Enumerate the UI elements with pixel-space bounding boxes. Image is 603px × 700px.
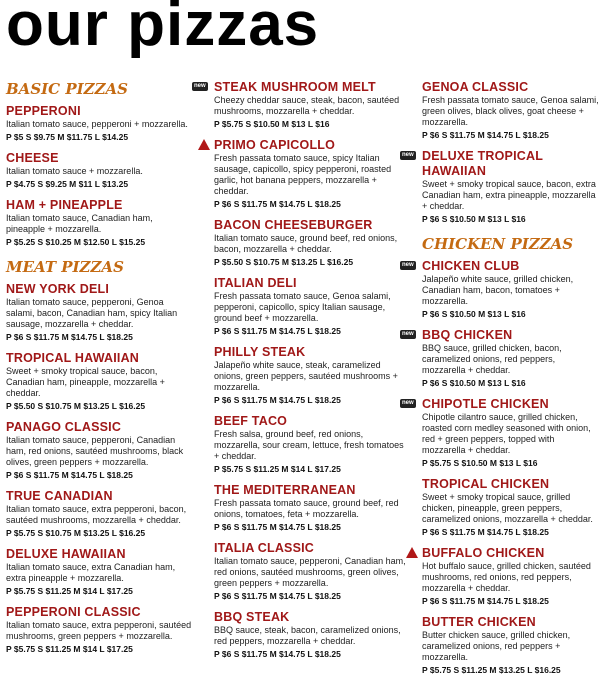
menu-item-description: Italian tomato sauce, ground beef, red onions, bacon, mozzarella + cheddar. — [214, 233, 398, 254]
menu-item-header — [214, 483, 406, 498]
menu-item-prices: P $6 S $11.75 M $14.75 L $18.25 — [422, 527, 549, 537]
menu-item-header — [6, 605, 194, 620]
menu-item-description: Chipotle cilantro sauce, grilled chicken, roasted corn medley seasoned with onion, red + green peppers, topped with mozzarella + cheddar. — [422, 412, 591, 455]
menu-column-2 — [194, 80, 406, 668]
menu-item-header — [214, 414, 406, 429]
menu-item-prices: P $6 S $11.75 M $14.75 L $18.25 — [6, 332, 133, 342]
menu-item — [214, 541, 406, 602]
menu-item-header — [6, 547, 194, 562]
menu-item-description: Sweet + smoky tropical sauce, grilled chicken, pineapple, green peppers, caramelized onions, mozzarella + cheddar. — [422, 492, 593, 524]
menu-item-prices: P $6 S $11.75 M $14.75 L $18.25 — [214, 326, 341, 336]
menu-item-description: Italian tomato sauce, pepperoni, Genoa salami, bacon, Canadian ham, spicy Italian sausage, mozzarella + cheddar. — [6, 297, 178, 329]
menu-item — [214, 610, 406, 660]
menu-item-header — [422, 615, 600, 630]
menu-item-header — [6, 282, 194, 297]
menu-item — [6, 547, 194, 597]
menu-item-description: Fresh salsa, ground beef, red onions, mozzarella, sour cream, lettuce, fresh tomatoes + cheddar. — [214, 429, 404, 461]
menu-item-prices: P $6 S $11.75 M $14.75 L $18.25 — [214, 649, 341, 659]
menu-item — [6, 151, 194, 190]
menu-item-prices: P $5.75 S $10.75 M $13.25 L $16.25 — [6, 528, 146, 538]
menu-item-prices: P $5.25 S $10.25 M $12.50 L $15.25 — [6, 237, 146, 247]
menu-item-header — [402, 149, 600, 179]
menu-item-prices: P $4.75 S $9.25 M $11 L $13.25 — [6, 179, 129, 189]
menu-item — [6, 605, 194, 655]
menu-item-name: ITALIA CLASSIC — [214, 541, 315, 555]
menu-item-name: NEW YORK DELI — [6, 282, 110, 296]
menu-item — [422, 477, 600, 538]
menu-item — [422, 80, 600, 141]
menu-item-description: Italian tomato sauce, pepperoni + mozzarella. — [6, 119, 188, 129]
menu-item-header — [422, 477, 600, 492]
menu-item-description: Cheezy cheddar sauce, steak, bacon, sautéed mushrooms, mozzarella + cheddar. — [214, 95, 400, 116]
menu-item-description: Butter chicken sauce, grilled chicken, caramelized onions, red peppers + mozzarella. — [422, 630, 571, 662]
new-badge-icon: new — [402, 152, 414, 158]
menu-item-header — [422, 80, 600, 95]
section-heading: BASIC PIZZAS — [6, 80, 128, 98]
menu-item-prices: P $5.75 S $11.25 M $14 L $17.25 — [214, 464, 341, 474]
menu-item-name: TROPICAL HAWAIIAN — [6, 351, 140, 365]
menu-item-header — [402, 397, 600, 412]
new-badge-icon: new — [194, 83, 206, 89]
menu-item-name: DELUXE HAWAIIAN — [6, 547, 126, 561]
menu-item — [422, 615, 600, 676]
menu-item-name: BBQ STEAK — [214, 610, 290, 624]
menu-item-description: BBQ sauce, steak, bacon, caramelized onions, red peppers, mozzarella + cheddar. — [214, 625, 401, 646]
menu-item-prices: P $5.75 S $11.25 M $13.25 L $16.25 — [422, 665, 561, 675]
menu-item — [402, 397, 600, 469]
menu-item-prices: P $5.75 S $10.50 M $13 L $16 — [214, 119, 330, 129]
menu-item-name: PRIMO CAPICOLLO — [214, 138, 336, 152]
new-badge-icon: new — [402, 400, 414, 406]
section-heading: MEAT PIZZAS — [6, 258, 124, 276]
menu-item-name: ITALIAN DELI — [214, 276, 297, 290]
menu-item-prices: P $5.75 S $10.50 M $13 L $16 — [422, 458, 538, 468]
menu-item-header — [402, 259, 600, 274]
menu-item-header — [6, 351, 194, 366]
menu-item-prices: P $6 S $10.50 M $13 L $16 — [422, 309, 526, 319]
menu-item-description: Italian tomato sauce, extra pepperoni, bacon, sautéed mushrooms, mozzarella + cheddar. — [6, 504, 187, 525]
menu-item-header — [214, 610, 406, 625]
menu-item — [194, 80, 406, 130]
menu-item-name: TRUE CANADIAN — [6, 489, 113, 503]
menu-item-prices: P $6 S $11.75 M $14.75 L $18.25 — [214, 591, 341, 601]
menu-item-name: PEPPERONI — [6, 104, 81, 118]
menu-item — [214, 345, 406, 406]
menu-item-header — [422, 546, 600, 561]
menu-column-1 — [6, 80, 194, 663]
menu-item-prices: P $6 S $11.75 M $14.75 L $18.25 — [214, 522, 341, 532]
spicy-pepper-icon — [406, 547, 418, 558]
menu-item-name: BUFFALO CHICKEN — [422, 546, 545, 560]
menu-item-description: Italian tomato sauce, Canadian ham, pineapple + mozzarella. — [6, 213, 153, 234]
menu-item-name: CHIPOTLE CHICKEN — [422, 397, 549, 411]
menu-item — [402, 259, 600, 320]
menu-item — [6, 198, 194, 248]
menu-item — [6, 420, 194, 481]
menu-item-name: PANAGO CLASSIC — [6, 420, 122, 434]
menu-item-header — [214, 138, 406, 153]
menu-item — [214, 483, 406, 533]
menu-item-prices: P $6 S $10.50 M $13 L $16 — [422, 214, 526, 224]
menu-item-header — [194, 80, 406, 95]
menu-item-header — [214, 541, 406, 556]
menu-item-prices: P $6 S $11.75 M $14.75 L $18.25 — [422, 596, 549, 606]
menu-item-name: PEPPERONI CLASSIC — [6, 605, 141, 619]
menu-item-prices: P $6 S $11.75 M $14.75 L $18.25 — [214, 395, 341, 405]
menu-item-description: Italian tomato sauce + mozzarella. — [6, 166, 143, 176]
menu-item-name: GENOA CLASSIC — [422, 80, 529, 94]
menu-item — [214, 276, 406, 337]
menu-item-prices: P $6 S $11.75 M $14.75 L $18.25 — [214, 199, 341, 209]
menu-item-prices: P $5 S $9.75 M $11.75 L $14.25 — [6, 132, 129, 142]
section-heading: CHICKEN PIZZAS — [422, 235, 574, 253]
menu-item-prices: P $6 S $10.50 M $13 L $16 — [422, 378, 526, 388]
menu-item-description: Fresh passata tomato sauce, ground beef, red onions, tomatoes, feta + mozzarella. — [214, 498, 399, 519]
menu-item-description: Hot buffalo sauce, grilled chicken, sautéed mushrooms, red onions, red peppers, mozzarella + cheddar. — [422, 561, 591, 593]
menu-item-prices: P $6 S $11.75 M $14.75 L $18.25 — [422, 130, 549, 140]
menu-item — [402, 149, 600, 225]
new-badge-icon: new — [402, 331, 414, 337]
menu-item-name: BACON CHEESEBURGER — [214, 218, 373, 232]
menu-item-header — [6, 104, 194, 119]
spicy-pepper-icon — [198, 139, 210, 150]
menu-item-name: CHICKEN CLUB — [422, 259, 520, 273]
menu-item-header — [6, 198, 194, 213]
menu-item-name: BUTTER CHICKEN — [422, 615, 536, 629]
menu-item-header — [214, 345, 406, 360]
menu-item — [422, 546, 600, 607]
menu-item-name: CHEESE — [6, 151, 59, 165]
menu-item-name: PHILLY STEAK — [214, 345, 306, 359]
menu-item — [214, 414, 406, 475]
menu-item — [6, 104, 194, 143]
menu-item — [6, 282, 194, 343]
menu-column-3 — [402, 80, 600, 684]
menu-item — [402, 328, 600, 389]
menu-item-prices: P $5.75 S $11.25 M $14 L $17.25 — [6, 586, 133, 596]
menu-item-prices: P $5.75 S $11.25 M $14 L $17.25 — [6, 644, 133, 654]
new-badge-icon: new — [402, 262, 414, 268]
menu-item-description: Fresh passata tomato sauce, Genoa salami, green olives, black olives, goat cheese + mozzarella. — [422, 95, 599, 127]
menu-item-name: DELUXE TROPICAL HAWAIIAN — [422, 149, 543, 178]
menu-item-header — [6, 489, 194, 504]
menu-item-name: TROPICAL CHICKEN — [422, 477, 550, 491]
menu-item-header — [214, 276, 406, 291]
menu-item — [6, 351, 194, 412]
menu-item-description: Fresh passata tomato sauce, Genoa salami, pepperoni, capicollo, spicy Italian sausage, ground beef + mozzarella. — [214, 291, 391, 323]
menu-item-description: Sweet + smoky tropical sauce, bacon, extra Canadian ham, extra pineapple, mozzarella + cheddar. — [422, 179, 596, 211]
menu-item — [214, 218, 406, 268]
menu-item-header — [6, 151, 194, 166]
menu-item-name: THE MEDITERRANEAN — [214, 483, 356, 497]
menu-item-name: HAM + PINEAPPLE — [6, 198, 123, 212]
menu-item-description: Jalapeño white sauce, grilled chicken, Canadian ham, bacon, tomatoes + mozzarella. — [422, 274, 574, 306]
menu-item-prices: P $5.50 S $10.75 M $13.25 L $16.25 — [6, 401, 146, 411]
menu-item-description: Fresh passata tomato sauce, spicy Italian sausage, capicollo, spicy pepperoni, roasted garlic, hot banana peppers, mozzarella + cheddar. — [214, 153, 392, 196]
menu-item-name: STEAK MUSHROOM MELT — [214, 80, 376, 94]
menu-item-header — [214, 218, 406, 233]
menu-item-description: Sweet + smoky tropical sauce, bacon, Canadian ham, pineapple, mozzarella + cheddar. — [6, 366, 165, 398]
menu-item-description: BBQ sauce, grilled chicken, bacon, caramelized onions, red peppers, mozzarella + cheddar. — [422, 343, 562, 375]
menu-item — [214, 138, 406, 210]
menu-item-description: Italian tomato sauce, pepperoni, Canadian ham, red onions, sautéed mushrooms, black olives, green peppers + mozzarella. — [6, 435, 184, 467]
menu-item-prices: P $5.50 S $10.75 M $13.25 L $16.25 — [214, 257, 354, 267]
menu-item-description: Italian tomato sauce, extra Canadian ham, extra pineapple + mozzarella. — [6, 562, 176, 583]
menu-item-description: Jalapeño white sauce, steak, caramelized onions, green peppers, sautéed mushrooms + mozzarella. — [214, 360, 398, 392]
menu-item-description: Italian tomato sauce, pepperoni, Canadian ham, red onions, sautéed mushrooms, green olives, green peppers + mozzarella. — [214, 556, 406, 588]
menu-item — [6, 489, 194, 539]
menu-item-name: BBQ CHICKEN — [422, 328, 513, 342]
menu-item-description: Italian tomato sauce, extra pepperoni, sautéed mushrooms, green peppers + mozzarella. — [6, 620, 192, 641]
menu-item-header — [6, 420, 194, 435]
menu-item-header — [402, 328, 600, 343]
menu-item-name: BEEF TACO — [214, 414, 288, 428]
page-title: our pizzas — [6, 0, 320, 59]
menu-item-prices: P $6 S $11.75 M $14.75 L $18.25 — [6, 470, 133, 480]
